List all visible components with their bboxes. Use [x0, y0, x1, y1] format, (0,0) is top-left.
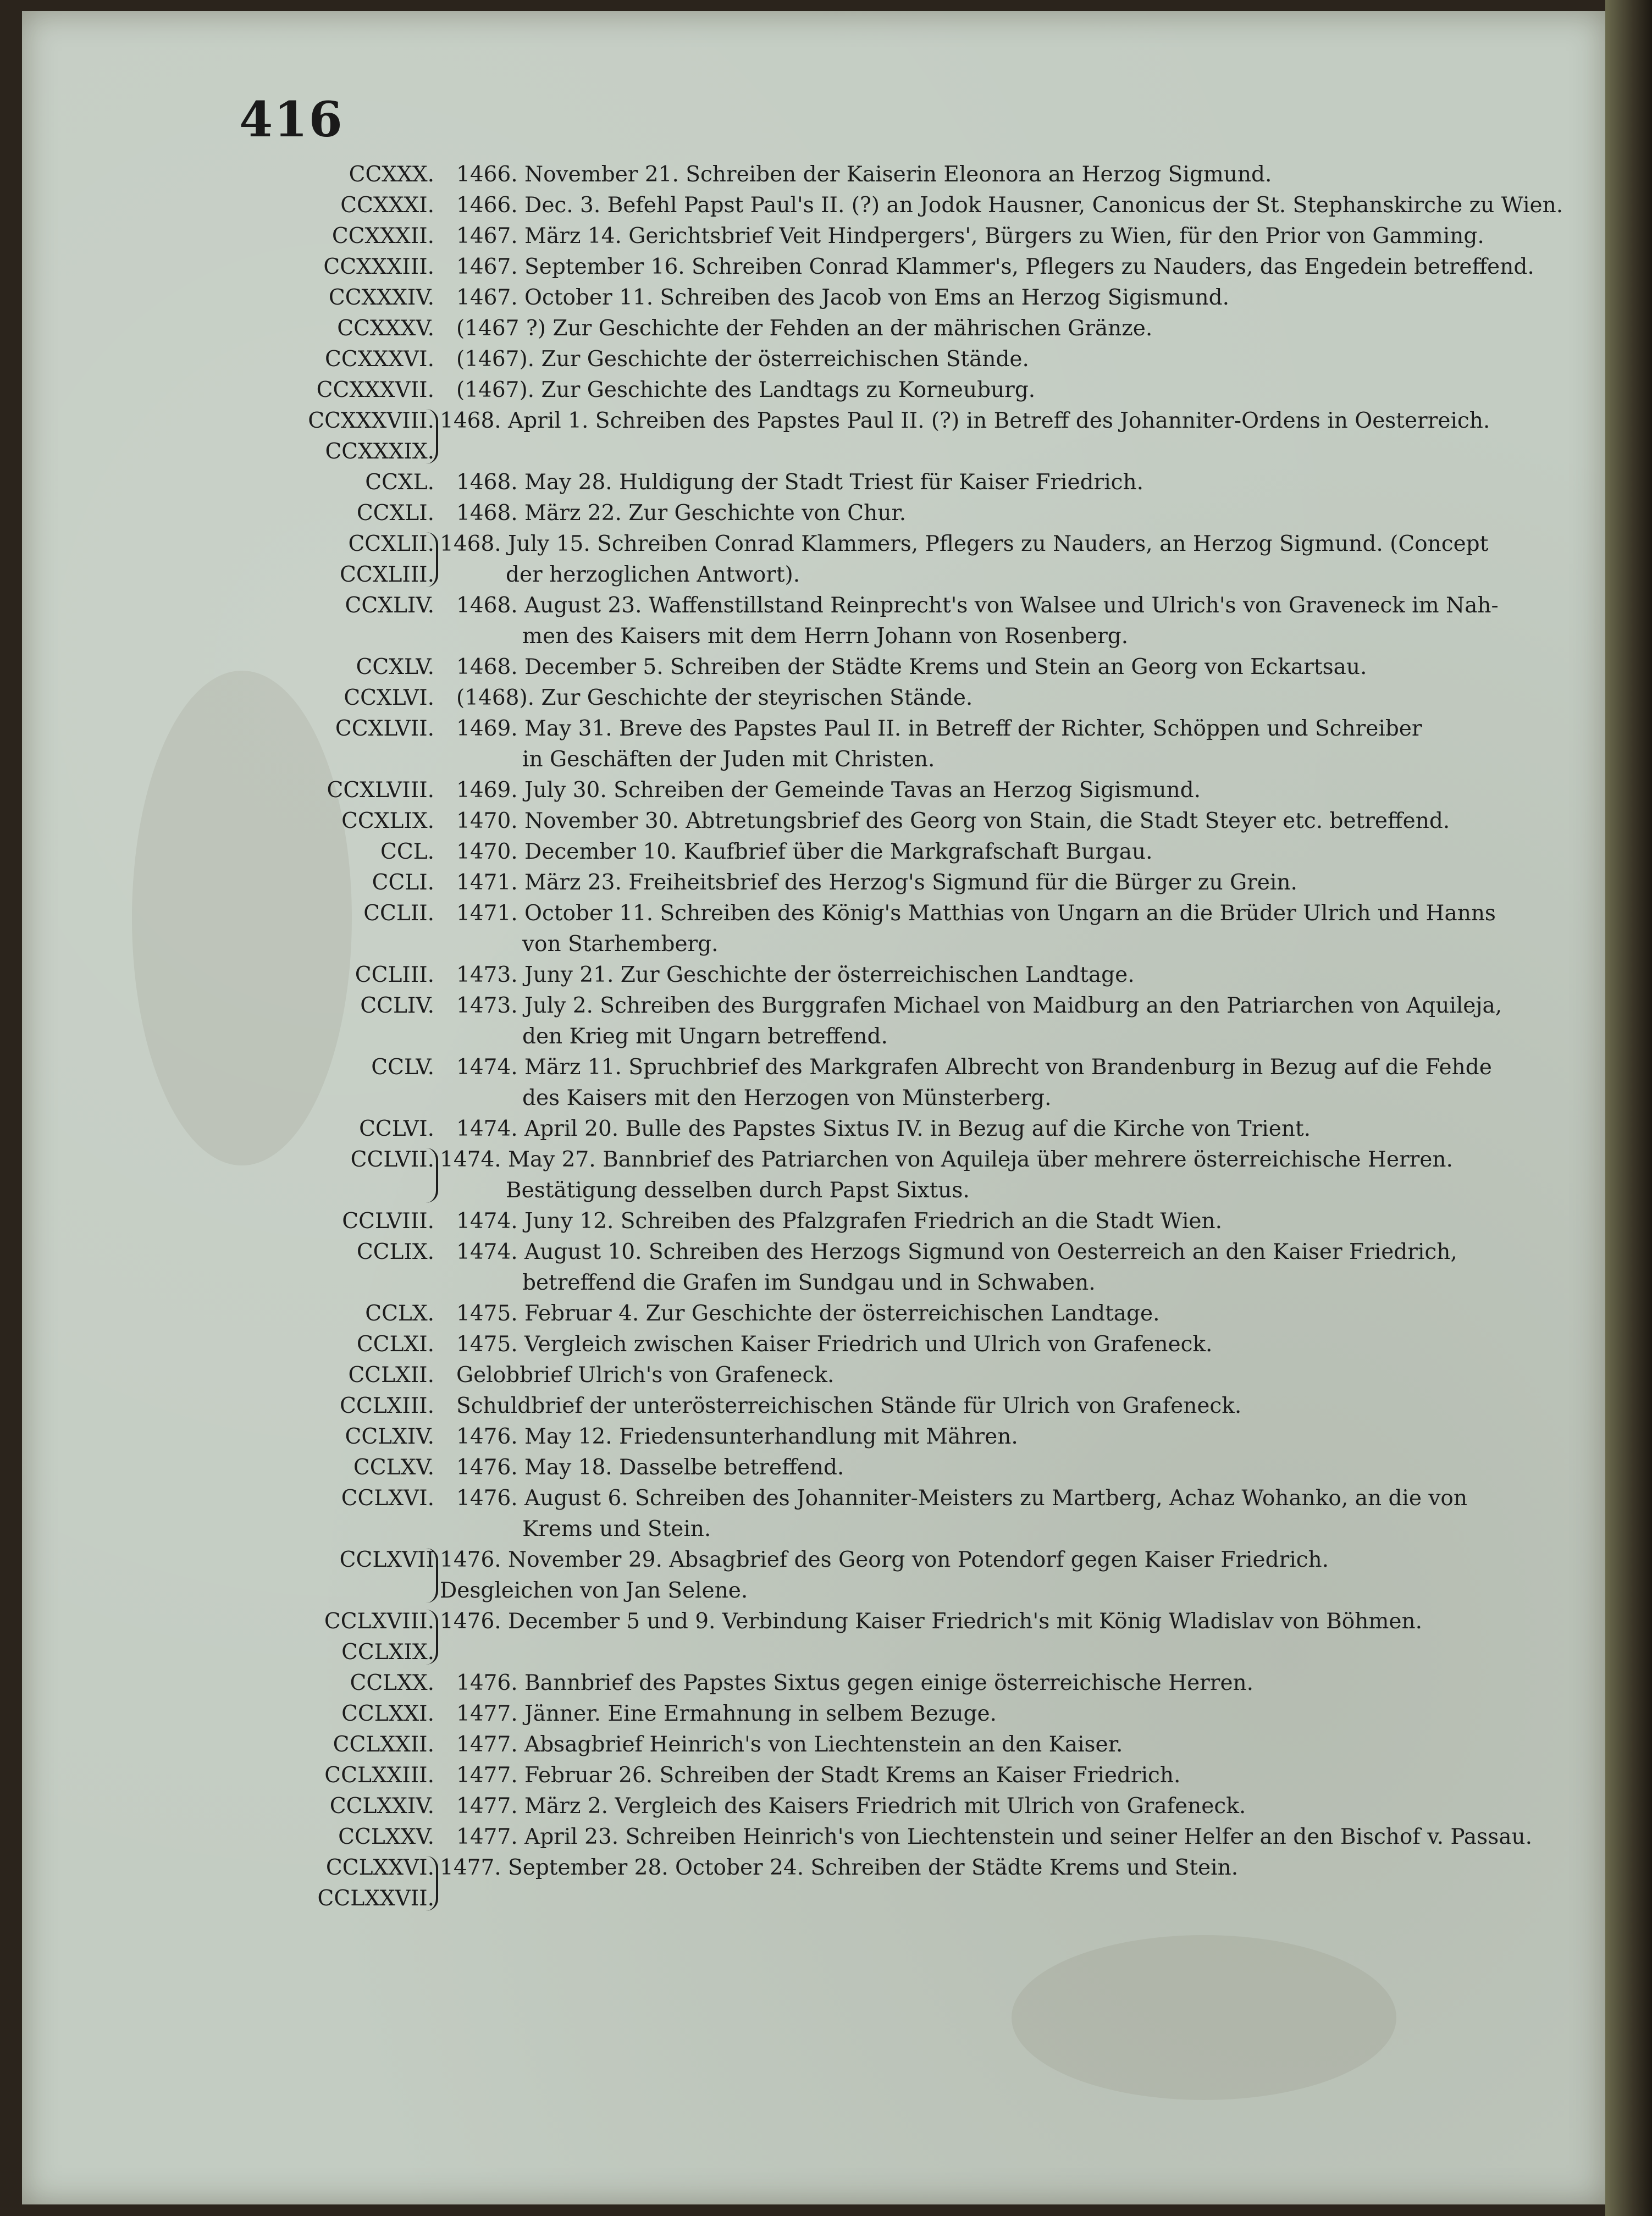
entry-numeral — [357, 1329, 434, 1360]
entry-text-line: 1474. May 27. Bannbrief des Patriarchen von Aquileja über mehrere österreichische Herren. — [440, 1147, 1453, 1172]
entry-text — [440, 529, 1567, 590]
list-item — [22, 683, 1605, 714]
entry-numeral — [333, 1729, 434, 1760]
entry-numeral — [318, 1853, 434, 1914]
entry-text — [456, 1422, 1583, 1452]
entry-numeral-line: CCXXXIX. — [325, 439, 434, 464]
entry-text-line: 1471. März 23. Freiheitsbrief des Herzog's Sigmund für die Bürger zu Grein. — [456, 870, 1297, 895]
entry-numeral-line: CCLXIV. — [345, 1424, 434, 1449]
entry-text-line: Desgleichen von Jan Selene. — [440, 1578, 748, 1603]
entry-text-line: Schuldbrief der unterösterreichischen Stände für Ulrich von Grafeneck. — [456, 1394, 1242, 1418]
entry-text-line: 1475. Vergleich zwischen Kaiser Friedrich und Ulrich von Grafeneck. — [456, 1332, 1213, 1357]
entry-text-line: von Starhemberg. — [522, 932, 719, 957]
entry-numeral-line: CCXL. — [365, 470, 434, 495]
entry-numeral-line: CCXXXVI. — [325, 347, 434, 372]
entry-text-line: 1475. Februar 4. Zur Geschichte der österreichischen Landtage. — [456, 1301, 1160, 1326]
entry-text — [440, 406, 1567, 436]
grouping-brace — [426, 1610, 438, 1665]
entry-numeral — [380, 837, 434, 867]
entry-text — [456, 375, 1583, 406]
list-item — [22, 1360, 1605, 1391]
list-item — [22, 159, 1605, 190]
entry-numeral-line: CCXXXI. — [340, 193, 434, 218]
entry-text — [456, 1791, 1583, 1822]
grouping-brace — [426, 1856, 438, 1911]
list-item — [22, 529, 1605, 590]
entry-text-line: betreffend die Grafen im Sundgau und in Schwaben. — [522, 1270, 1096, 1295]
list-item — [22, 960, 1605, 991]
book-binding-edge — [1605, 0, 1652, 2216]
list-item — [22, 837, 1605, 867]
entry-text-line: der herzoglichen Antwort). — [506, 562, 800, 587]
entry-numeral-line: CCXLII. — [348, 532, 434, 556]
entry-text-line: 1466. Dec. 3. Befehl Papst Paul's II. (?) an Jodok Hausner, Canonicus der St. Stephanskirche zu Wien. — [456, 193, 1563, 218]
list-item — [22, 344, 1605, 375]
entry-numeral-line: CCLIII. — [355, 963, 434, 987]
list-item — [22, 1483, 1605, 1545]
list-item — [22, 406, 1605, 467]
entry-numeral — [342, 1206, 434, 1237]
entry-text-line: 1477. September 28. October 24. Schreiben der Städte Krems und Stein. — [440, 1855, 1239, 1880]
entry-text — [456, 960, 1583, 991]
entry-text-line: in Geschäften der Juden mit Christen. — [522, 747, 935, 772]
entry-numeral — [349, 159, 434, 190]
entry-text — [456, 806, 1583, 837]
entry-text-line: 1476. Bannbrief des Papstes Sixtus gegen einige österreichische Herren. — [456, 1671, 1254, 1695]
entry-numeral — [324, 1760, 434, 1791]
entry-text — [456, 1114, 1583, 1145]
page-number: 416 — [239, 91, 344, 148]
entry-numeral-line: CCXLVII. — [335, 716, 434, 741]
list-item — [22, 375, 1605, 406]
entry-text — [456, 467, 1583, 498]
entry-text-line: 1470. December 10. Kaufbrief über die Markgrafschaft Burgau. — [456, 839, 1153, 864]
entry-text-line: 1469. July 30. Schreiben der Gemeinde Tavas an Herzog Sigismund. — [456, 778, 1201, 803]
entry-numeral — [353, 1452, 434, 1483]
entry-numeral — [348, 1360, 434, 1391]
entry-numeral — [355, 960, 434, 991]
entry-text — [456, 1391, 1583, 1422]
entry-numeral-line: CCLXX. — [350, 1671, 434, 1695]
list-item — [22, 313, 1605, 344]
entry-text-line: (1467). Zur Geschichte des Landtags zu Korneuburg. — [456, 378, 1036, 402]
entry-numeral — [338, 1822, 434, 1853]
entry-text-line: 1468. März 22. Zur Geschichte von Chur. — [456, 501, 907, 526]
list-item — [22, 1329, 1605, 1360]
entry-numeral-line: CCXLI. — [356, 501, 434, 526]
grouping-brace — [426, 1148, 438, 1203]
list-item — [22, 1052, 1605, 1114]
entry-numeral-line: CCXXX. — [349, 162, 434, 187]
entry-numeral — [360, 991, 434, 1021]
entry-numeral-line: CCLVII. — [350, 1147, 434, 1172]
entry-text — [456, 190, 1583, 221]
entry-numeral — [340, 190, 434, 221]
list-item — [22, 1422, 1605, 1452]
entry-numeral-line: CCXXXVIII. — [308, 408, 434, 433]
entry-numeral — [329, 283, 434, 313]
entry-numeral — [341, 1699, 434, 1729]
entry-numeral-line: CCLV. — [371, 1055, 434, 1080]
entry-numeral-line: CCXXXV. — [337, 316, 434, 341]
entry-text-line: 1477. April 23. Schreiben Heinrich's von Liechtenstein und seiner Helfer an den Bischof v. Passau. — [456, 1825, 1532, 1849]
entry-text — [456, 590, 1583, 652]
entry-numeral-line: CCLXIII. — [340, 1394, 434, 1418]
entry-text-line: des Kaisers mit den Herzogen von Münsterberg. — [522, 1086, 1052, 1110]
entry-numeral — [372, 867, 434, 898]
entry-numeral — [351, 1145, 434, 1175]
entry-text — [456, 283, 1583, 313]
entry-numeral-line: CCXLVI. — [344, 686, 434, 710]
entry-numeral-line: CCXXXII. — [331, 224, 434, 248]
entry-text-line: 1474. Juny 12. Schreiben des Pfalzgrafen Friedrich an die Stadt Wien. — [456, 1209, 1223, 1234]
entry-numeral-line: CCXXXIV. — [328, 285, 434, 310]
entry-text-line: (1467). Zur Geschichte der österreichischen Stände. — [456, 347, 1029, 372]
list-item — [22, 1729, 1605, 1760]
entry-text — [456, 1729, 1583, 1760]
entry-numeral-line: CCLVIII. — [342, 1209, 434, 1234]
list-item — [22, 1822, 1605, 1853]
entry-text — [456, 1822, 1583, 1853]
entry-text-line: 1474. August 10. Schreiben des Herzogs Sigmund von Oesterreich an den Kaiser Friedrich, — [456, 1240, 1457, 1264]
entry-text-line: 1473. Juny 21. Zur Geschichte der österreichischen Landtage. — [456, 963, 1135, 987]
entry-text — [456, 1052, 1583, 1114]
entry-numeral-line: CCLVI. — [359, 1117, 434, 1141]
entry-numeral-line: CCXLIX. — [341, 809, 434, 833]
entry-numeral — [337, 313, 434, 344]
entry-numeral — [357, 1237, 434, 1268]
entry-numeral — [323, 252, 434, 283]
entry-numeral — [365, 467, 434, 498]
entry-text-line: 1476. November 29. Absagbrief des Georg von Potendorf gegen Kaiser Friedrich. — [440, 1548, 1329, 1572]
list-item — [22, 590, 1605, 652]
entry-text-line: 1466. November 21. Schreiben der Kaiserin Eleonora an Herzog Sigmund. — [456, 162, 1272, 187]
entry-numeral — [341, 806, 434, 837]
list-item — [22, 991, 1605, 1052]
entry-numeral — [324, 1606, 434, 1668]
entry-text — [456, 652, 1583, 683]
entry-text-line: 1470. November 30. Abtretungsbrief des Georg von Stain, die Stadt Steyer etc. betreffend. — [456, 809, 1450, 833]
entry-text-line: Krems und Stein. — [522, 1517, 711, 1541]
list-item — [22, 714, 1605, 775]
entry-numeral-line: CCLXII. — [348, 1363, 434, 1388]
entry-numeral — [335, 714, 434, 744]
list-item — [22, 1391, 1605, 1422]
list-item — [22, 652, 1605, 683]
entry-numeral-line: CCLXVI. — [341, 1486, 434, 1511]
entry-text — [456, 159, 1583, 190]
entry-numeral — [325, 344, 434, 375]
entry-numeral-line: CCLXVII — [339, 1548, 434, 1572]
list-item — [22, 898, 1605, 960]
entry-text — [456, 898, 1583, 960]
paper-stain — [1012, 1935, 1396, 2100]
book-page — [22, 11, 1605, 2204]
entry-text-line: 1477. Absagbrief Heinrich's von Liechtenstein an den Kaiser. — [456, 1732, 1123, 1757]
entry-numeral — [330, 1791, 434, 1822]
entry-text — [456, 683, 1583, 714]
entry-numeral-line: CCLXXVII. — [317, 1886, 434, 1911]
entry-text-line: 1468. July 15. Schreiben Conrad Klammers, Pflegers zu Nauders, an Herzog Sigmund. (Concept — [440, 532, 1489, 556]
entry-numeral — [317, 375, 434, 406]
entry-text-line: 1467. März 14. Gerichtsbrief Veit Hindpergers', Bürgers zu Wien, für den Prior von Gamming. — [456, 224, 1484, 248]
entry-numeral-line: CCXLVIII. — [327, 778, 434, 803]
entry-text — [456, 1360, 1583, 1391]
entry-numeral — [341, 1483, 434, 1514]
entry-text-line: 1477. März 2. Vergleich des Kaisers Friedrich mit Ulrich von Grafeneck. — [456, 1794, 1246, 1819]
entry-text-line: 1468. May 28. Huldigung der Stadt Triest für Kaiser Friedrich. — [456, 470, 1144, 495]
entry-text — [456, 1668, 1583, 1699]
entry-text — [456, 498, 1583, 529]
entry-text-line: 1474. März 11. Spruchbrief des Markgrafen Albrecht von Brandenburg in Bezug auf die Fehde — [456, 1055, 1492, 1080]
entry-text — [456, 837, 1583, 867]
entry-text-line: 1476. May 18. Dasselbe betreffend. — [456, 1455, 844, 1480]
entry-text-line: Bestätigung desselben durch Papst Sixtus. — [506, 1178, 970, 1203]
entry-text — [456, 1483, 1583, 1545]
list-item — [22, 221, 1605, 252]
list-item — [22, 1452, 1605, 1483]
entry-numeral — [340, 529, 434, 590]
entry-text-line: 1467. September 16. Schreiben Conrad Klammer's, Pflegers zu Nauders, das Engedein betreffend. — [456, 255, 1534, 279]
list-item — [22, 498, 1605, 529]
entry-text-line: 1477. Jänner. Eine Ermahnung in selbem Bezuge. — [456, 1701, 997, 1726]
entry-numeral-line: CCLIV. — [360, 993, 434, 1018]
list-item — [22, 1145, 1605, 1206]
list-item — [22, 1237, 1605, 1298]
entry-numeral — [344, 683, 434, 714]
entry-text — [456, 775, 1583, 806]
entry-text-line: 1468. December 5. Schreiben der Städte Krems und Stein an Georg von Eckartsau. — [456, 655, 1367, 679]
entry-numeral — [327, 775, 435, 806]
list-item — [22, 283, 1605, 313]
list-item — [22, 775, 1605, 806]
entry-text — [456, 1760, 1583, 1791]
list-item — [22, 1853, 1605, 1914]
entry-text-line: Gelobbrief Ulrich's von Grafeneck. — [456, 1363, 835, 1388]
entry-numeral-line: CCXLIV. — [345, 593, 434, 618]
entry-text — [456, 252, 1583, 283]
entry-numeral-line: CCLXXIII. — [324, 1763, 434, 1788]
list-item — [22, 1668, 1605, 1699]
entry-text-line: men des Kaisers mit dem Herrn Johann von Rosenberg. — [522, 624, 1129, 649]
entry-numeral-line: CCL. — [380, 839, 434, 864]
entry-numeral-line: CCLXVIII. — [324, 1609, 434, 1634]
entry-numeral — [363, 898, 434, 929]
entry-numeral-line: CCLXI. — [356, 1332, 434, 1357]
entry-text — [456, 1298, 1583, 1329]
entry-numeral-line: CCLII. — [363, 901, 434, 926]
list-item — [22, 1699, 1605, 1729]
entry-numeral — [340, 1391, 434, 1422]
grouping-brace — [426, 532, 438, 587]
entry-numeral-line: CCXXXIII. — [323, 255, 434, 279]
grouping-brace — [426, 1548, 438, 1603]
entry-text-line: den Krieg mit Ungarn betreffend. — [522, 1024, 888, 1049]
list-item — [22, 806, 1605, 837]
entry-text-line: 1467. October 11. Schreiben des Jacob von Ems an Herzog Sigismund. — [456, 285, 1229, 310]
entry-text-line: 1468. April 1. Schreiben des Papstes Paul II. (?) in Betreff des Johanniter-Ordens in Oesterreich. — [440, 408, 1490, 433]
entry-text-line: (1467 ?) Zur Geschichte der Fehden an der mährischen Gränze. — [456, 316, 1153, 341]
list-item — [22, 1545, 1605, 1606]
entry-numeral-line: CCLXIX. — [341, 1640, 434, 1665]
entry-text-line: 1476. August 6. Schreiben des Johanniter-Meisters zu Martberg, Achaz Wohanko, an die von — [456, 1486, 1468, 1511]
entry-numeral — [345, 1422, 435, 1452]
entry-text — [456, 1206, 1583, 1237]
entry-numeral — [365, 1298, 434, 1329]
list-item — [22, 190, 1605, 221]
entry-numeral — [350, 1668, 434, 1699]
entry-text — [456, 991, 1583, 1052]
list-item — [22, 252, 1605, 283]
entry-text — [456, 1237, 1583, 1298]
list-item — [22, 867, 1605, 898]
entry-text — [456, 1699, 1583, 1729]
grouping-brace — [426, 409, 438, 464]
entry-numeral-line: CCXLIII. — [340, 562, 434, 587]
entry-numeral — [356, 652, 434, 683]
entry-text-line: 1476. May 12. Friedensunterhandlung mit Mähren. — [456, 1424, 1018, 1449]
entry-text — [456, 1329, 1583, 1360]
list-item — [22, 1206, 1605, 1237]
entry-text — [456, 867, 1583, 898]
entry-text — [456, 221, 1583, 252]
entry-numeral-line: CCLXXVI. — [325, 1855, 434, 1880]
entry-numeral — [345, 590, 435, 621]
entry-text-line: 1476. December 5 und 9. Verbindung Kaiser Friedrich's mit König Wladislav von Böhmen. — [440, 1609, 1422, 1634]
list-item — [22, 1606, 1605, 1668]
entry-numeral — [308, 406, 434, 467]
list-item — [22, 1298, 1605, 1329]
entry-numeral — [359, 1114, 434, 1145]
entry-text — [456, 1452, 1583, 1483]
list-item — [22, 1760, 1605, 1791]
list-item — [22, 1791, 1605, 1822]
entry-numeral-line: CCLX. — [365, 1301, 434, 1326]
entry-text-line: 1474. April 20. Bulle des Papstes Sixtus IV. in Bezug auf die Kirche von Trient. — [456, 1117, 1311, 1141]
entry-text-line: 1469. May 31. Breve des Papstes Paul II. in Betreff der Richter, Schöppen und Schreiber — [456, 716, 1422, 741]
entry-numeral-line: CCLXXI. — [341, 1701, 434, 1726]
entry-numeral-line: CCXLV. — [356, 655, 434, 679]
table-of-contents — [22, 159, 1605, 1914]
entry-numeral-line: CCLXXII. — [333, 1732, 434, 1757]
entry-text — [456, 313, 1583, 344]
entry-numeral-line: CCLXXV. — [338, 1825, 434, 1849]
entry-numeral — [332, 221, 434, 252]
list-item — [22, 1114, 1605, 1145]
list-item — [22, 467, 1605, 498]
entry-numeral-line: CCLI. — [372, 870, 434, 895]
entry-text — [456, 714, 1583, 775]
entry-numeral-line: CCLIX. — [356, 1240, 434, 1264]
entry-text — [440, 1606, 1567, 1637]
entry-text — [440, 1545, 1567, 1606]
entry-numeral — [340, 1545, 434, 1576]
entry-text-line: 1471. October 11. Schreiben des König's Matthias von Ungarn an die Brüder Ulrich und Hanns — [456, 901, 1496, 926]
entry-numeral-line: CCLXXIV. — [329, 1794, 434, 1819]
entry-numeral — [357, 498, 434, 529]
entry-text — [456, 344, 1583, 375]
entry-text-line: 1468. August 23. Waffenstillstand Reinprecht's von Walsee und Ulrich's von Graveneck im Nah- — [456, 593, 1499, 618]
entry-text — [440, 1145, 1567, 1206]
entry-text-line: (1468). Zur Geschichte der steyrischen Stände. — [456, 686, 973, 710]
entry-numeral — [371, 1052, 434, 1083]
entry-text-line: 1477. Februar 26. Schreiben der Stadt Krems an Kaiser Friedrich. — [456, 1763, 1181, 1788]
entry-numeral-line: CCXXXVII. — [316, 378, 434, 402]
entry-text — [440, 1853, 1567, 1883]
entry-numeral-line: CCLXV. — [353, 1455, 434, 1480]
entry-text-line: 1473. July 2. Schreiben des Burggrafen Michael von Maidburg an den Patriarchen von Aquileja, — [456, 993, 1502, 1018]
